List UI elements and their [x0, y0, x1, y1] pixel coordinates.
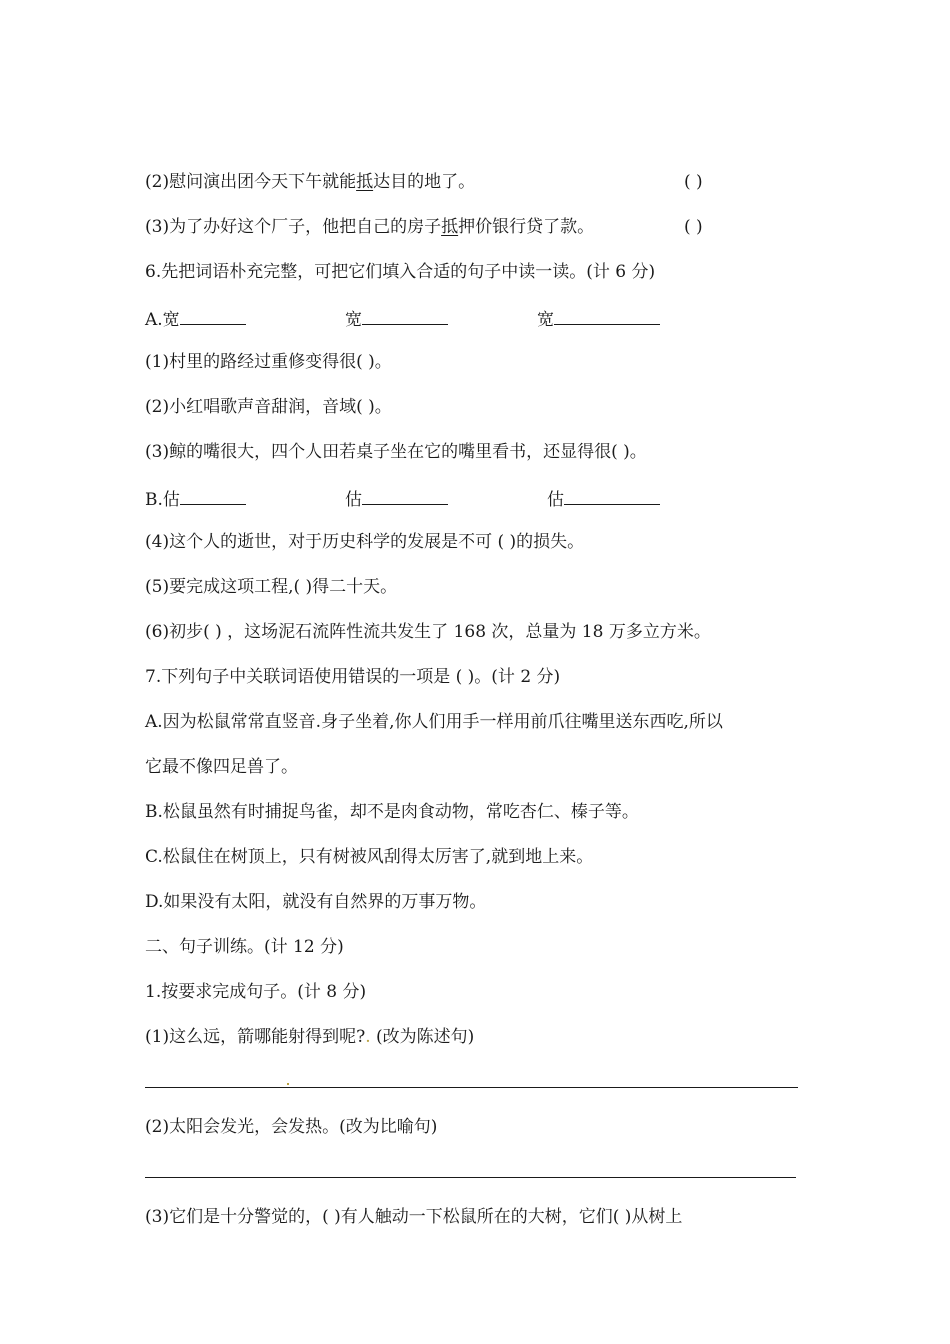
sentence-6-4: (4)这个人的逝世，对于历史科学的发展是不可 ( )的损失。 — [145, 532, 585, 552]
underlined-char: 抵 — [441, 217, 459, 237]
word-b-2: 估 — [345, 486, 448, 511]
fill-blank[interactable] — [362, 306, 448, 325]
item-3: (3)它们是十分警觉的，( )有人触动一下松鼠所在的大树，它们( )从树上 — [145, 1207, 683, 1227]
word-a-1: A.宽 — [145, 306, 246, 331]
sentence-6-6: (6)初步( ) ，这场泥石流阵性流共发生了 168 次，总量为 18 万多立方米。 — [145, 622, 711, 642]
fill-blank[interactable] — [564, 486, 660, 505]
section-6-title: 6.先把词语朴充完整，可把它们填入合适的句子中读一读。(计 6 分) — [145, 262, 656, 282]
fill-blank[interactable] — [180, 306, 246, 325]
word-a-3: 宽 — [537, 306, 660, 331]
sentence-6-2: (2)小红唱歌声音甜润，音域( )。 — [145, 397, 392, 417]
word-b-3: 估 — [547, 486, 660, 511]
sentence-6-1: (1)村里的路经过重修变得很( )。 — [145, 352, 392, 372]
underlined-char: 抵 — [356, 172, 374, 192]
answer-paren-3[interactable]: ( ) — [684, 217, 703, 237]
option-d: D.如果没有太阳，就没有自然界的万事万物。 — [145, 892, 487, 912]
answer-line-2[interactable] — [145, 1177, 796, 1178]
part-2-q1-title: 1.按要求完成句子。(计 8 分) — [145, 982, 367, 1002]
option-b: B.松鼠虽然有时捕捉鸟雀，却不是肉食动物，常吃杏仁、榛子等。 — [145, 802, 639, 822]
part-2-title: 二、句子训练。(计 12 分) — [145, 937, 344, 957]
answer-line-1[interactable] — [145, 1087, 798, 1088]
fill-blank[interactable] — [362, 486, 448, 505]
word-b-1: B.估 — [145, 486, 246, 511]
sentence-6-5: (5)要完成这项工程,( )得二十天。 — [145, 577, 398, 597]
option-a-line2: 它最不像四足兽了。 — [145, 757, 298, 777]
answer-paren-2[interactable]: ( ) — [684, 172, 703, 192]
item-1: (1)这么远，箭哪能射得到呢?. (改为陈述句) — [145, 1027, 475, 1047]
option-a-line1: A.因为松鼠常常直竖音.身子坐着,你人们用手一样用前爪往嘴里送东西吃,所以 — [145, 712, 723, 732]
fill-blank[interactable] — [554, 306, 660, 325]
question-3-text: (3)为了办好这个厂子，他把自己的房子抵押价银行贷了款。 — [145, 217, 595, 237]
stray-dot: . — [365, 1027, 371, 1047]
word-a-2: 宽 — [345, 306, 448, 331]
option-c: C.松鼠住在树顶上，只有树被风刮得太厉害了,就到地上来。 — [145, 847, 594, 867]
item-2: (2)太阳会发光，会发热。(改为比喻句) — [145, 1117, 438, 1137]
stray-dot-mark — [287, 1083, 289, 1085]
sentence-6-3: (3)鲸的嘴很大，四个人田若桌子坐在它的嘴里看书，还显得很( )。 — [145, 442, 647, 462]
section-7-title: 7.下列句子中关联词语使用错误的一项是 ( )。(计 2 分) — [145, 667, 561, 687]
question-2-text: (2)慰问演出团今天下午就能抵达目的地了。 — [145, 172, 476, 192]
fill-blank[interactable] — [180, 486, 246, 505]
